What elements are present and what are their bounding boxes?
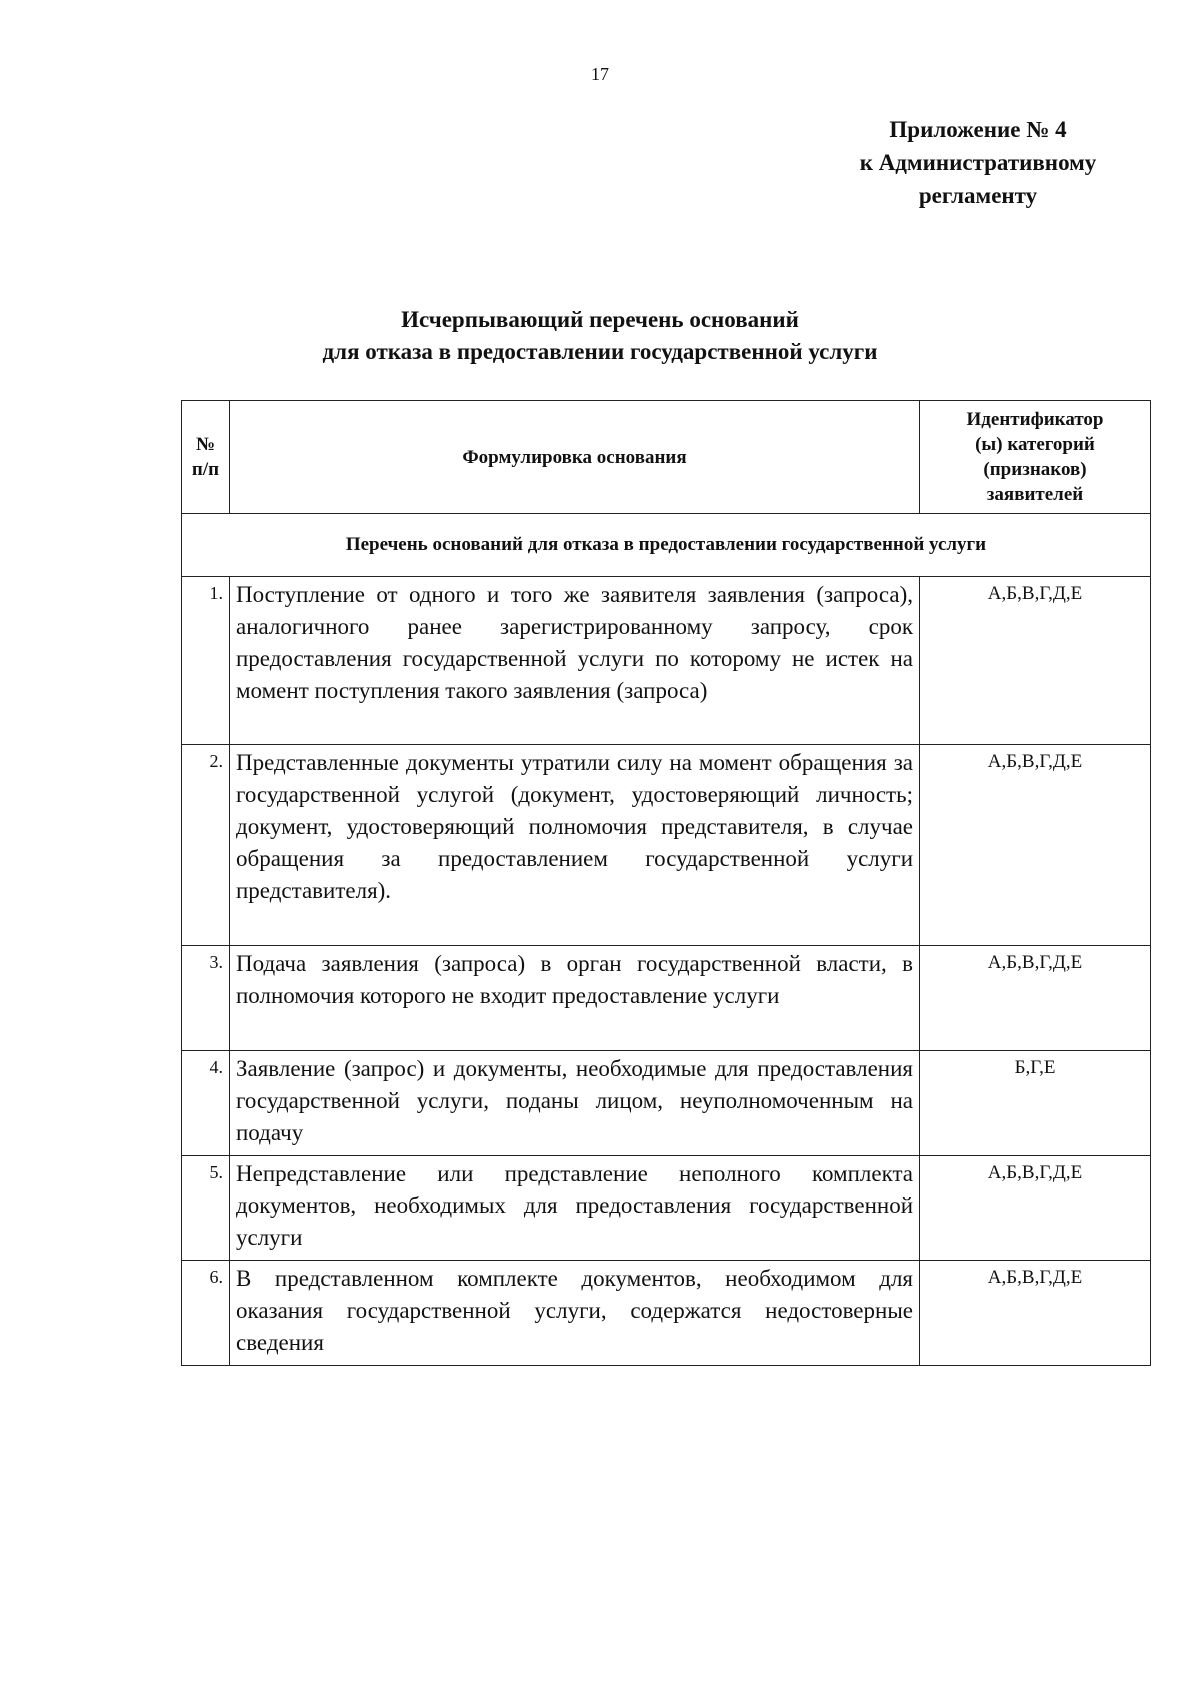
row-identifiers: А,Б,В,Г,Д,Е [920,1261,1151,1366]
section-row [182,514,1151,577]
header-wording: Формулировка основания [230,401,920,514]
header-identifiers-line-3: (признаков) [983,459,1087,480]
table-row [182,1261,1151,1366]
header-identifiers [920,401,1151,514]
table-row [182,1051,1151,1156]
row-wording: Заявление (запрос) и документы, необходимые для предоставления государственной услуги, поданы лицом, неуполномоченным на подачу [230,1051,920,1156]
table-row [182,1156,1151,1261]
document-title [0,304,1200,368]
row-number: 6. [182,1261,230,1366]
appendix-caption [813,113,1143,212]
document-title-line-2: для отказа в предоставлении государственной услуги [322,339,878,364]
row-number: 2. [182,745,230,946]
table-row [182,745,1151,946]
row-wording: В представленном комплекте документов, необходимом для оказания государственной услуги, содержатся недостоверные сведения [230,1261,920,1366]
row-identifiers: А,Б,В,Г,Д,Е [920,577,1151,745]
table-row [182,577,1151,745]
row-wording: Представленные документы утратили силу на момент обращения за государственной услугой (документ, удостоверяющий личность; документ, удостоверяющий полномочия представителя, в случае обращения за предоставлением государственной услуги представителя). [230,745,920,946]
table-row [182,946,1151,1051]
header-number-line-1: № [195,434,216,455]
row-identifiers: А,Б,В,Г,Д,Е [920,745,1151,946]
header-number-line-2: п/п [191,459,220,480]
row-identifiers: А,Б,В,Г,Д,Е [920,946,1151,1051]
header-identifiers-line-1: Идентификатор [966,409,1104,430]
page-number: 17 [591,64,609,84]
row-number: 5. [182,1156,230,1261]
document-title-line-1: Исчерпывающий перечень оснований [401,307,799,332]
row-identifiers: Б,Г,Е [920,1051,1151,1156]
header-identifiers-line-4: заявителей [986,484,1084,505]
refusal-grounds-table [181,400,1151,1366]
row-wording: Непредставление или представление неполного комплекта документов, необходимых для предоставления государственной услуги [230,1156,920,1261]
section-title: Перечень оснований для отказа в предоставлении государственной услуги [182,514,1151,577]
row-identifiers: А,Б,В,Г,Д,Е [920,1156,1151,1261]
header-identifiers-line-2: (ы) категорий [975,434,1095,455]
row-wording: Поступление от одного и того же заявителя заявления (запроса), аналогичного ранее зарегистрированному запросу, срок предоставления государственной услуги по которому не истек на момент поступления такого заявления (запроса) [230,577,920,745]
appendix-line-3: регламенту [918,183,1038,208]
row-wording: Подача заявления (запроса) в орган государственной власти, в полномочия которого не входит предоставление услуги [230,946,920,1051]
table-header-row [182,401,1151,514]
row-number: 1. [182,577,230,745]
appendix-line-2: к Административному [859,150,1097,175]
row-number: 4. [182,1051,230,1156]
header-number [182,401,230,514]
row-number: 3. [182,946,230,1051]
appendix-line-1: Приложение № 4 [889,117,1067,142]
